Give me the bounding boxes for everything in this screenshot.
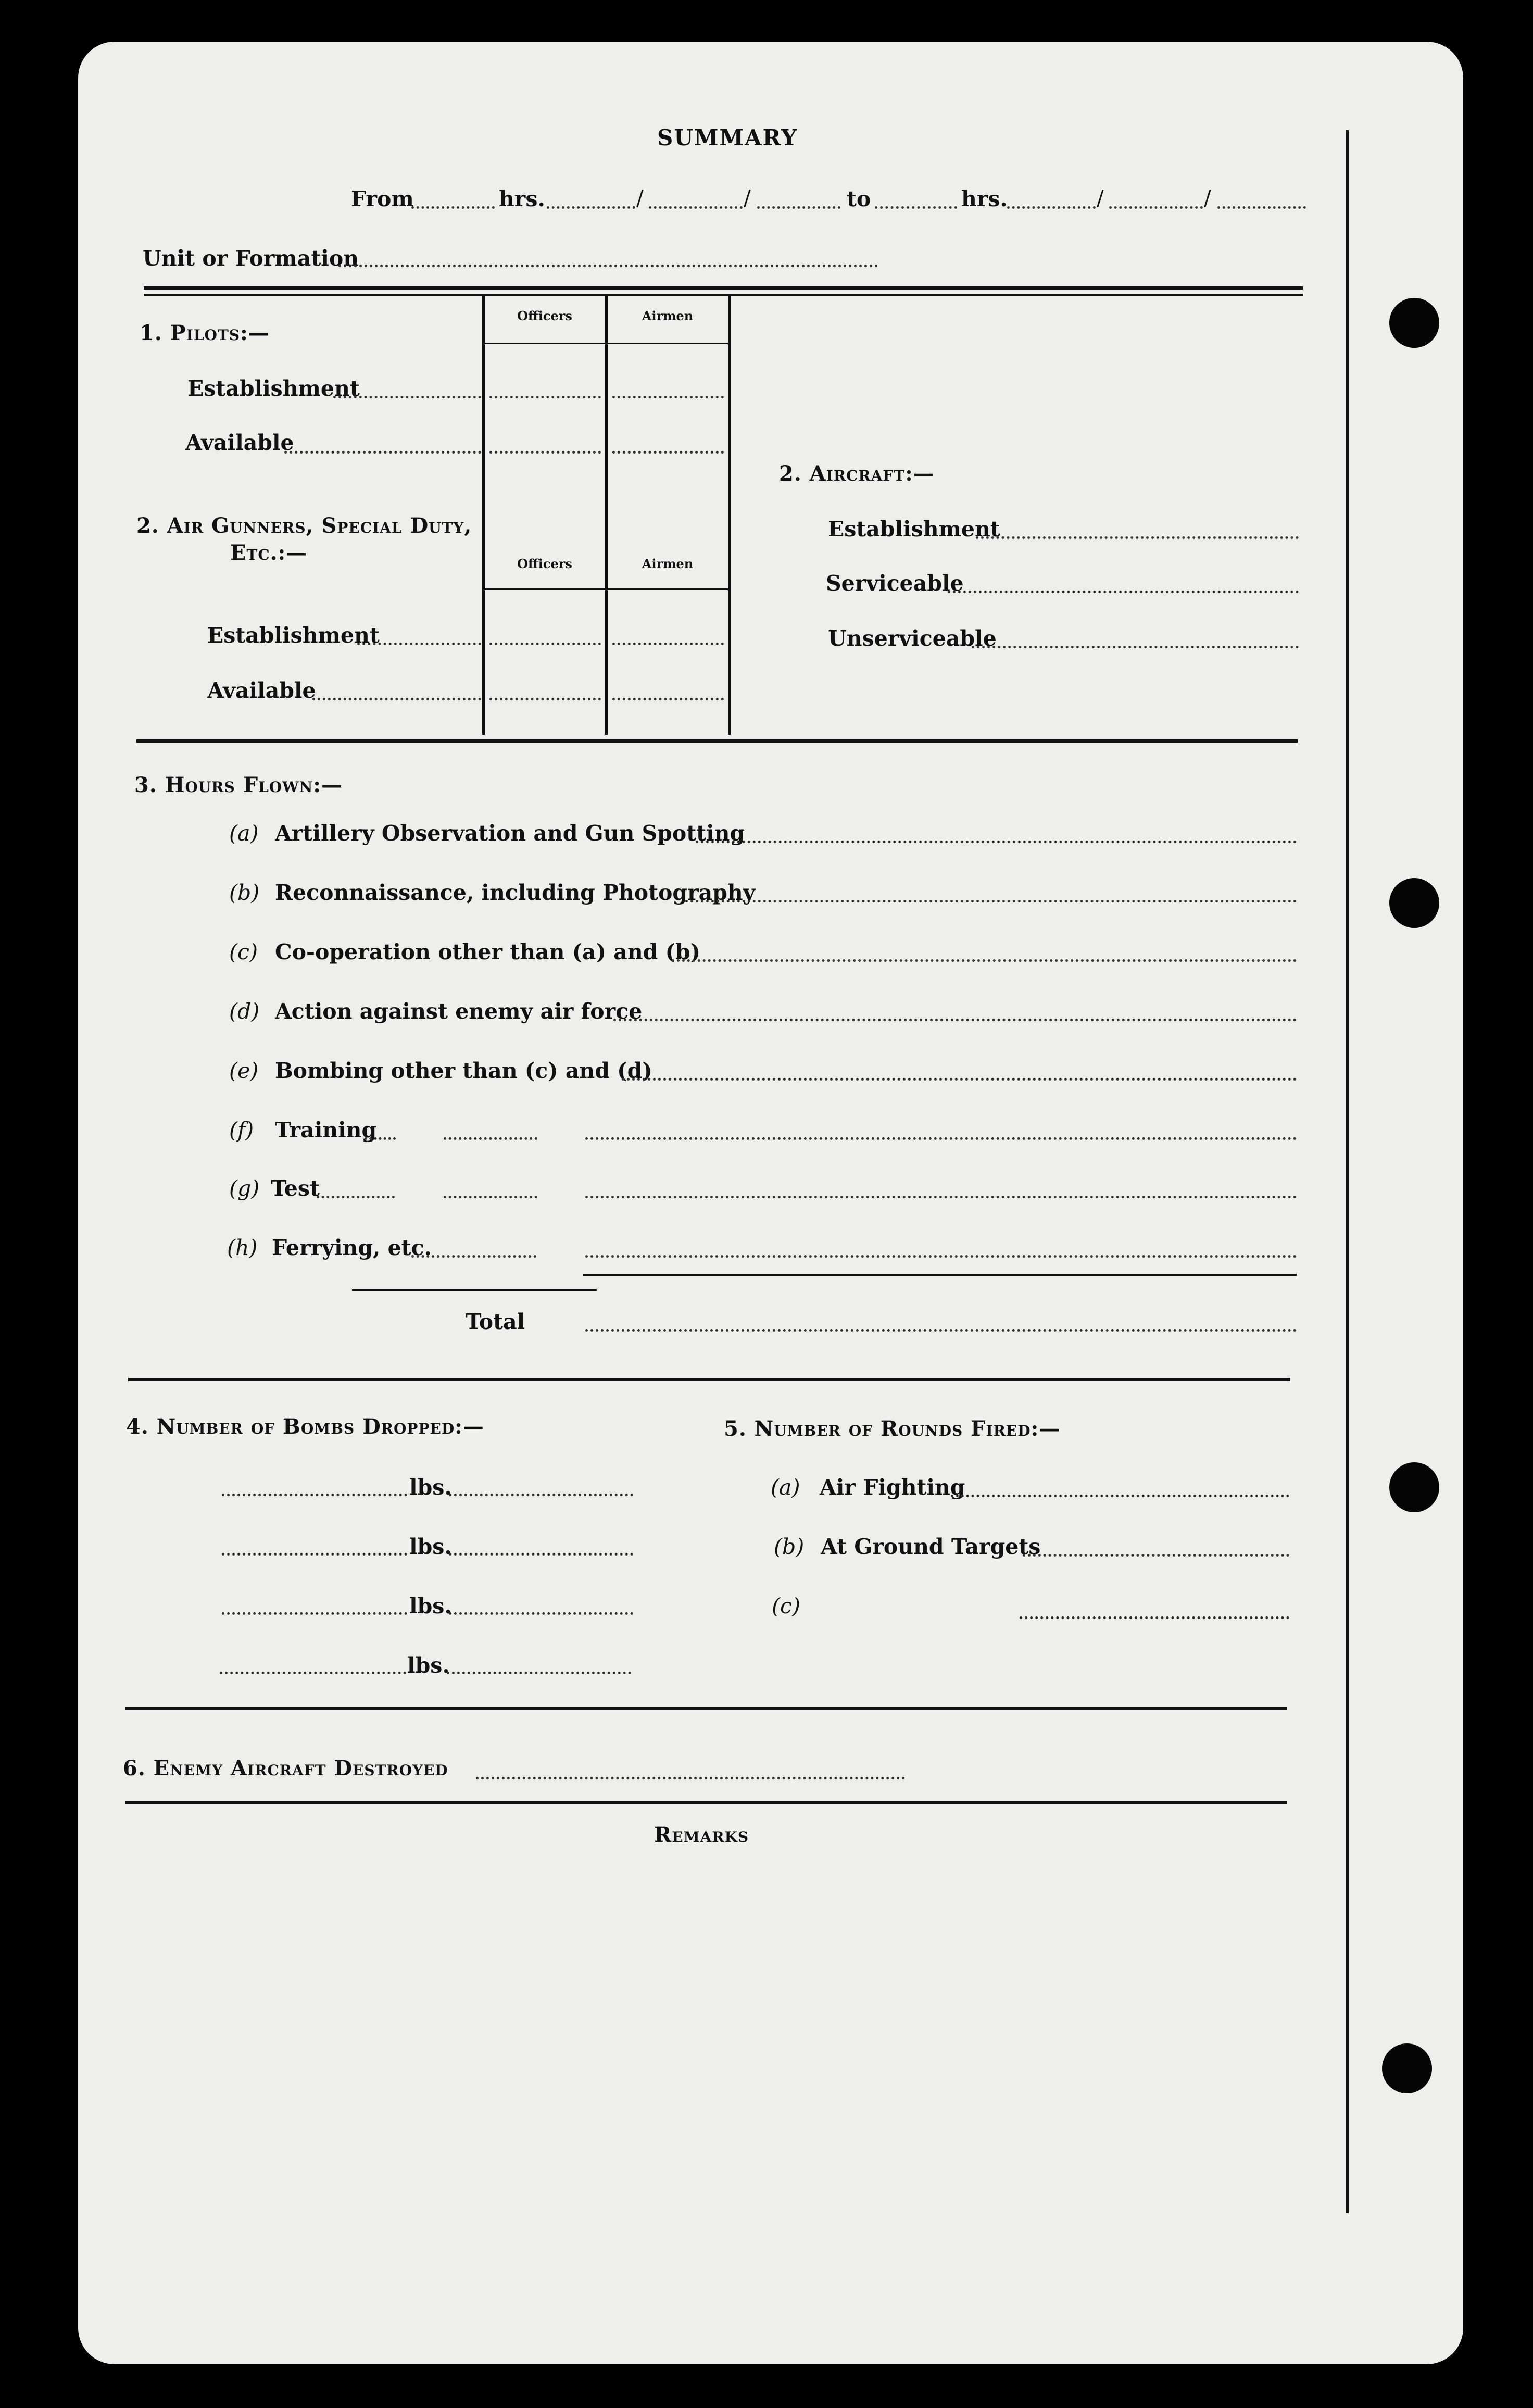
hours-item-g-field[interactable] bbox=[585, 1196, 1297, 1198]
binder-hole-lower-middle bbox=[1389, 1462, 1439, 1512]
bombs-weight-3[interactable] bbox=[449, 1612, 633, 1615]
aircraft-unserviceable-field[interactable] bbox=[972, 646, 1299, 648]
gunners-airmen-header: Airmen bbox=[642, 556, 694, 571]
rounds-item-c-letter: (c) bbox=[772, 1594, 800, 1619]
section-rule-2 bbox=[136, 739, 1298, 743]
slash-1: / bbox=[636, 185, 644, 210]
slash-2: / bbox=[744, 185, 751, 210]
table-line-2 bbox=[605, 295, 608, 735]
section-rule-top-1 bbox=[144, 286, 1303, 290]
bombs-unit-4: lbs. bbox=[407, 1653, 450, 1678]
binder-hole-upper-middle bbox=[1389, 878, 1439, 928]
bombs-weight-2[interactable] bbox=[449, 1553, 633, 1556]
hours-item-c-letter: (c) bbox=[229, 939, 258, 964]
hours-item-d-letter: (d) bbox=[229, 999, 260, 1024]
section-rule-3 bbox=[128, 1378, 1290, 1381]
bombs-weight-1[interactable] bbox=[449, 1494, 633, 1496]
table-line-1 bbox=[482, 295, 485, 735]
from-day-field[interactable] bbox=[547, 206, 635, 209]
gunners-available-officers[interactable] bbox=[489, 698, 601, 700]
to-year-field[interactable] bbox=[1217, 206, 1306, 209]
hours-item-b-field[interactable] bbox=[685, 900, 1297, 902]
hours-item-d-label: Action against enemy air force bbox=[275, 999, 643, 1024]
pilots-available-officers[interactable] bbox=[489, 451, 601, 454]
enemy-destroyed-field[interactable] bbox=[476, 1777, 905, 1779]
gunners-establishment-label: Establishment bbox=[207, 623, 380, 648]
section-rule-top-2 bbox=[144, 294, 1303, 296]
gunners-available-airmen[interactable] bbox=[612, 698, 724, 700]
hours-item-e-letter: (e) bbox=[229, 1058, 259, 1083]
pilots-establishment-label: Establishment bbox=[187, 376, 360, 401]
pilots-heading: 1. Pilots:— bbox=[140, 321, 270, 345]
hours-item-h-letter: (h) bbox=[227, 1235, 258, 1260]
hours-subtotal-rule bbox=[583, 1274, 1297, 1276]
hours-item-f-letter: (f) bbox=[229, 1118, 254, 1143]
pilots-officers-header: Officers bbox=[517, 308, 572, 323]
hours-flown-heading: 3. Hours Flown:— bbox=[134, 773, 343, 797]
hours-total-label: Total bbox=[466, 1309, 525, 1334]
gunners-header-line bbox=[484, 588, 729, 590]
pilots-establishment-officers[interactable] bbox=[489, 396, 601, 398]
hours-item-c-label: Co-operation other than (a) and (b) bbox=[275, 939, 701, 964]
hours-item-h-field[interactable] bbox=[585, 1255, 1297, 1258]
table-line-3 bbox=[728, 295, 731, 735]
hours-item-f-dots bbox=[365, 1137, 396, 1140]
slash-3: / bbox=[1097, 185, 1104, 210]
hours-item-g-letter: (g) bbox=[229, 1176, 260, 1201]
from-hours-field[interactable] bbox=[411, 206, 495, 209]
rounds-item-a-letter: (a) bbox=[771, 1475, 800, 1500]
from-month-field[interactable] bbox=[649, 206, 743, 209]
gunners-establishment-officers[interactable] bbox=[489, 643, 601, 645]
gunners-establishment-line bbox=[357, 643, 481, 645]
pilots-establishment-airmen[interactable] bbox=[612, 396, 724, 398]
hours-item-a-letter: (a) bbox=[229, 821, 259, 846]
pilots-establishment-line bbox=[333, 396, 481, 398]
hours-item-a-field[interactable] bbox=[696, 841, 1297, 843]
bombs-unit-1: lbs. bbox=[409, 1475, 452, 1500]
pilots-available-line bbox=[284, 451, 481, 454]
hours-left-subtotal-rule bbox=[352, 1289, 597, 1291]
pilots-available-airmen[interactable] bbox=[612, 451, 724, 454]
to-label: to bbox=[847, 186, 871, 211]
hours-item-g-hours[interactable] bbox=[444, 1196, 537, 1198]
bombs-qty-1[interactable] bbox=[222, 1494, 407, 1496]
slash-4: / bbox=[1204, 185, 1211, 210]
hours-item-e-field[interactable] bbox=[622, 1078, 1297, 1081]
hrs-label-2: hrs. bbox=[961, 186, 1008, 211]
hours-item-h-hours[interactable] bbox=[411, 1255, 536, 1258]
aircraft-serviceable-field[interactable] bbox=[948, 591, 1299, 593]
to-month-field[interactable] bbox=[1109, 206, 1203, 209]
from-label: From bbox=[351, 186, 414, 211]
hours-total-field[interactable] bbox=[585, 1329, 1297, 1332]
bombs-unit-3: lbs. bbox=[409, 1594, 452, 1619]
bombs-qty-4[interactable] bbox=[220, 1672, 406, 1674]
binder-hole-bottom bbox=[1382, 2043, 1432, 2093]
section-rule-5 bbox=[125, 1801, 1287, 1804]
rounds-item-b-label: At Ground Targets bbox=[821, 1534, 1041, 1559]
rounds-item-a-label: Air Fighting bbox=[820, 1475, 965, 1500]
hours-item-f-label: Training bbox=[275, 1118, 377, 1143]
bombs-qty-3[interactable] bbox=[222, 1612, 407, 1615]
hours-item-g-label: Test bbox=[271, 1176, 320, 1201]
unit-formation-field[interactable] bbox=[338, 265, 878, 267]
gunners-available-label: Available bbox=[207, 678, 316, 703]
aircraft-heading: 2. Aircraft:— bbox=[779, 461, 935, 486]
gunners-officers-header: Officers bbox=[517, 556, 572, 571]
to-hours-field[interactable] bbox=[875, 206, 957, 209]
rounds-item-b-letter: (b) bbox=[774, 1534, 805, 1559]
from-year-field[interactable] bbox=[757, 206, 840, 209]
remarks-area[interactable] bbox=[130, 1859, 1291, 2224]
gunners-establishment-airmen[interactable] bbox=[612, 643, 724, 645]
aircraft-serviceable-label: Serviceable bbox=[826, 571, 964, 596]
bombs-heading: 4. Number of Bombs Dropped:— bbox=[126, 1414, 484, 1439]
pilots-available-label: Available bbox=[185, 430, 294, 455]
hours-item-f-hours[interactable] bbox=[444, 1137, 537, 1140]
remarks-heading: Remarks bbox=[654, 1823, 749, 1847]
hours-item-g-dots bbox=[317, 1196, 395, 1198]
to-day-field[interactable] bbox=[1007, 206, 1096, 209]
hours-item-c-field[interactable] bbox=[672, 959, 1297, 962]
hours-item-a-label: Artillery Observation and Gun Spotting bbox=[275, 821, 745, 846]
hours-item-e-label: Bombing other than (c) and (d) bbox=[275, 1058, 652, 1083]
enemy-destroyed-label: 6. Enemy Aircraft Destroyed bbox=[123, 1756, 448, 1780]
aircraft-establishment-field[interactable] bbox=[976, 536, 1299, 539]
rounds-heading: 5. Number of Rounds Fired:— bbox=[724, 1416, 1061, 1441]
table-header-line bbox=[484, 343, 729, 344]
rounds-item-c-field[interactable] bbox=[1020, 1616, 1289, 1619]
right-margin-line bbox=[1346, 130, 1349, 2213]
air-gunners-heading-cont: Etc.:— bbox=[230, 541, 308, 565]
hours-item-b-letter: (b) bbox=[229, 880, 260, 905]
aircraft-unserviceable-label: Unserviceable bbox=[828, 626, 997, 651]
bombs-qty-2[interactable] bbox=[222, 1553, 407, 1556]
aircraft-establishment-label: Establishment bbox=[828, 517, 1000, 542]
page-title: SUMMARY bbox=[657, 125, 798, 150]
rounds-item-b-field[interactable] bbox=[1023, 1554, 1289, 1557]
gunners-available-line bbox=[312, 698, 481, 700]
section-rule-4 bbox=[125, 1707, 1287, 1710]
hrs-label-1: hrs. bbox=[499, 186, 545, 211]
pilots-airmen-header: Airmen bbox=[642, 308, 694, 323]
binder-hole-top bbox=[1389, 298, 1439, 348]
rounds-item-a-field[interactable] bbox=[951, 1495, 1289, 1497]
hours-item-d-field[interactable] bbox=[613, 1019, 1297, 1021]
hours-item-h-label: Ferrying, etc. bbox=[272, 1235, 432, 1260]
hours-item-b-label: Reconnaissance, including Photography bbox=[275, 880, 756, 905]
unit-formation-label: Unit or Formation bbox=[143, 246, 359, 271]
air-gunners-heading: 2. Air Gunners, Special Duty, bbox=[136, 513, 472, 538]
bombs-unit-2: lbs. bbox=[409, 1534, 452, 1559]
hours-item-f-field[interactable] bbox=[585, 1137, 1297, 1140]
bombs-weight-4[interactable] bbox=[447, 1672, 631, 1674]
